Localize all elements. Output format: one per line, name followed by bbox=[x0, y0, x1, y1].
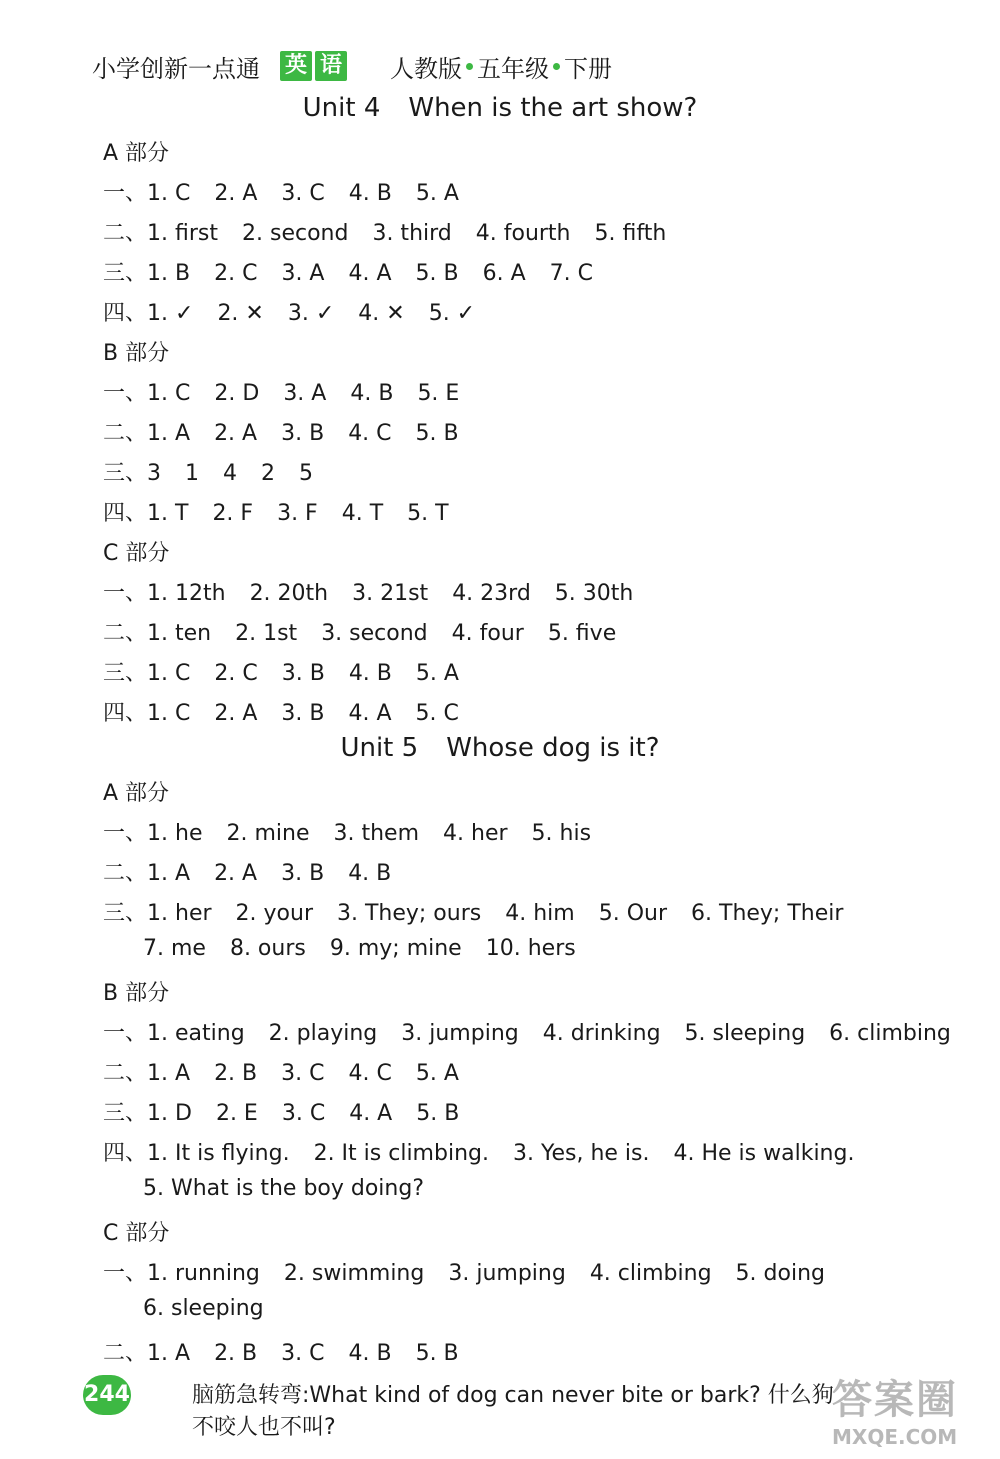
answer-item: 1. C bbox=[147, 661, 191, 686]
answer-item: 4. B bbox=[348, 181, 392, 206]
answer-line bbox=[103, 616, 616, 647]
answer-line bbox=[103, 1256, 825, 1287]
question-number: 二、 bbox=[103, 1061, 148, 1086]
edition-info bbox=[390, 49, 612, 84]
answer-item: 2. B bbox=[214, 1061, 258, 1086]
section-label: A 部分 bbox=[103, 781, 170, 806]
answer-item: 5. sleeping bbox=[684, 1021, 806, 1046]
answer-line bbox=[143, 1176, 424, 1201]
answer-item: 2. swimming bbox=[283, 1261, 425, 1286]
answer-item: 2. 1st bbox=[235, 621, 298, 646]
answer-item: 1. first bbox=[147, 221, 218, 246]
answer-item: 6. A bbox=[482, 261, 526, 286]
answer-item: 5. doing bbox=[735, 1261, 825, 1286]
answer-item: 4. B bbox=[350, 381, 394, 406]
answer-item: 4. him bbox=[505, 901, 575, 926]
subject-char-box: 英 bbox=[280, 51, 312, 81]
answer-item: 5. his bbox=[531, 821, 592, 846]
answer-item: 1. 12th bbox=[147, 581, 226, 606]
answer-item: 3. A bbox=[283, 381, 327, 406]
answer-item: 8. ours bbox=[229, 936, 306, 961]
answer-line bbox=[103, 1096, 459, 1127]
answer-item: 1. running bbox=[147, 1261, 260, 1286]
answer-item: 3. B bbox=[281, 701, 325, 726]
answer-item: 5. What is the boy doing? bbox=[143, 1176, 425, 1201]
question-number: 三、 bbox=[103, 461, 148, 486]
answer-item: 4. C bbox=[348, 421, 392, 446]
unit-heading: Whose dog is it? bbox=[446, 733, 660, 763]
answer-item: 1. A bbox=[147, 1341, 191, 1366]
answer-line bbox=[103, 856, 391, 887]
unit-heading: When is the art show? bbox=[408, 93, 698, 123]
answer-item: 3. F bbox=[277, 501, 318, 526]
answer-item: 1. T bbox=[147, 501, 189, 526]
question-number: 四、 bbox=[103, 1141, 148, 1166]
question-number: 二、 bbox=[103, 221, 148, 246]
answer-item: 1. B bbox=[147, 261, 191, 286]
answer-item: 2. ✕ bbox=[217, 301, 264, 326]
answer-line bbox=[103, 1136, 854, 1167]
answer-item: 1. her bbox=[147, 901, 212, 926]
edition-volume: 下册 bbox=[564, 54, 612, 83]
answer-item: 7. C bbox=[549, 261, 594, 286]
answer-line bbox=[103, 456, 313, 487]
answer-line bbox=[103, 296, 475, 327]
question-number: 三、 bbox=[103, 261, 148, 286]
answer-item: 10. hers bbox=[485, 936, 576, 961]
answer-item: 5. fifth bbox=[594, 221, 667, 246]
answer-item: 3. jumping bbox=[448, 1261, 566, 1286]
answer-line bbox=[103, 896, 843, 927]
answer-item: 2. A bbox=[214, 181, 258, 206]
answer-item: 2. A bbox=[214, 861, 258, 886]
answer-item: 2. B bbox=[214, 1341, 258, 1366]
section-label: B 部分 bbox=[103, 341, 170, 366]
watermark-logo: 答案圈 bbox=[832, 1377, 958, 1423]
page-number-badge: 244 bbox=[83, 1375, 131, 1415]
section-label: C 部分 bbox=[103, 1221, 170, 1246]
section-label: C 部分 bbox=[103, 541, 170, 566]
separator-dot bbox=[466, 63, 473, 70]
answer-item: 2. playing bbox=[268, 1021, 378, 1046]
answer-item: 3. ✓ bbox=[287, 301, 335, 326]
answer-item: 5. A bbox=[415, 1061, 459, 1086]
answer-item: 9. my; mine bbox=[329, 936, 462, 961]
answer-item: 5. A bbox=[415, 661, 459, 686]
question-number: 二、 bbox=[103, 1341, 148, 1366]
answer-item: 1. D bbox=[147, 1101, 192, 1126]
answer-item: 1. C bbox=[147, 181, 191, 206]
page-header bbox=[92, 48, 612, 84]
answer-item: 2. D bbox=[214, 381, 260, 406]
answer-line bbox=[103, 1016, 951, 1047]
answer-line bbox=[103, 1056, 459, 1087]
answer-item: 1. he bbox=[147, 821, 203, 846]
question-number: 三、 bbox=[103, 901, 148, 926]
answer-item: 2. 20th bbox=[249, 581, 329, 606]
unit-title bbox=[0, 733, 1000, 763]
riddle-chinese-line: 不咬人也不叫? bbox=[192, 1415, 336, 1440]
answer-item: 4. climbing bbox=[589, 1261, 712, 1286]
answer-item: 1. It is flying. bbox=[147, 1141, 290, 1166]
answer-item: 2. mine bbox=[226, 821, 310, 846]
answer-item: 5. B bbox=[415, 261, 459, 286]
answer-item: 4. A bbox=[349, 1101, 393, 1126]
answer-item: 4. A bbox=[348, 701, 392, 726]
edition-grade: 五年级 bbox=[477, 54, 549, 83]
answer-item: 1. A bbox=[147, 861, 191, 886]
question-number: 一、 bbox=[103, 1261, 148, 1286]
question-number: 一、 bbox=[103, 181, 148, 206]
answer-item: 2. A bbox=[214, 421, 258, 446]
question-number: 四、 bbox=[103, 301, 148, 326]
answer-item: 4. 23rd bbox=[452, 581, 531, 606]
answer-item: 5. 30th bbox=[554, 581, 634, 606]
riddle-label: 脑筋急转弯: bbox=[192, 1383, 310, 1408]
answer-item: 3. They; ours bbox=[336, 901, 482, 926]
answer-line bbox=[103, 696, 459, 727]
section-label: A 部分 bbox=[103, 141, 170, 166]
answer-item: 1. eating bbox=[147, 1021, 245, 1046]
answer-item: 4. four bbox=[451, 621, 524, 646]
answer-item: 4. B bbox=[348, 661, 392, 686]
answer-item: 3. second bbox=[321, 621, 428, 646]
answer-item: 7. me bbox=[143, 936, 206, 961]
answer-item: 2. It is climbing. bbox=[313, 1141, 489, 1166]
answer-item: 2 bbox=[261, 461, 276, 486]
answer-item: 4. drinking bbox=[542, 1021, 661, 1046]
answer-item: 1. A bbox=[147, 1061, 191, 1086]
section-label: B 部分 bbox=[103, 981, 170, 1006]
edition-publisher: 人教版 bbox=[390, 54, 462, 83]
answer-item: 3. 21st bbox=[352, 581, 429, 606]
answer-item: 5. ✓ bbox=[428, 301, 476, 326]
answer-item: 2. C bbox=[214, 661, 258, 686]
answer-item: 3 bbox=[147, 461, 162, 486]
subject-char-box: 语 bbox=[315, 51, 347, 81]
answer-line bbox=[103, 496, 449, 527]
answer-item: 4. He is walking. bbox=[673, 1141, 855, 1166]
answer-item: 1 bbox=[185, 461, 200, 486]
answer-item: 3. A bbox=[281, 261, 325, 286]
watermark bbox=[832, 1368, 992, 1448]
answer-item: 4. C bbox=[348, 1061, 392, 1086]
question-number: 二、 bbox=[103, 421, 148, 446]
answer-line bbox=[103, 416, 459, 447]
answer-item: 3. C bbox=[281, 1341, 325, 1366]
answer-item: 5. T bbox=[407, 501, 449, 526]
question-number: 三、 bbox=[103, 661, 148, 686]
answer-item: 3. B bbox=[281, 861, 325, 886]
question-number: 一、 bbox=[103, 821, 148, 846]
answer-item: 1. C bbox=[147, 701, 191, 726]
answer-item: 2. E bbox=[215, 1101, 258, 1126]
answer-line bbox=[103, 216, 666, 247]
answer-item: 2. F bbox=[212, 501, 254, 526]
answer-item: 4. fourth bbox=[475, 221, 571, 246]
answer-item: 4. A bbox=[348, 261, 392, 286]
answer-line bbox=[103, 1336, 459, 1367]
answer-item: 5. C bbox=[415, 701, 459, 726]
question-number: 二、 bbox=[103, 621, 148, 646]
answer-item: 1. C bbox=[147, 381, 191, 406]
question-number: 三、 bbox=[103, 1101, 148, 1126]
answer-line bbox=[143, 936, 576, 961]
unit-number: Unit 5 bbox=[340, 733, 419, 763]
answer-item: 3. third bbox=[372, 221, 452, 246]
answer-line bbox=[103, 176, 459, 207]
question-number: 二、 bbox=[103, 861, 148, 886]
answer-line bbox=[143, 1296, 264, 1321]
answer-item: 5 bbox=[299, 461, 314, 486]
question-number: 四、 bbox=[103, 701, 148, 726]
answer-item: 1. ten bbox=[147, 621, 212, 646]
question-number: 四、 bbox=[103, 501, 148, 526]
answer-item: 6. climbing bbox=[829, 1021, 951, 1046]
answer-item: 4. ✕ bbox=[358, 301, 405, 326]
question-number: 一、 bbox=[103, 581, 148, 606]
answer-line bbox=[103, 816, 591, 847]
answer-item: 4. B bbox=[348, 861, 392, 886]
unit-number: Unit 4 bbox=[302, 93, 381, 123]
answer-item: 5. A bbox=[415, 181, 459, 206]
answer-item: 3. C bbox=[281, 1061, 325, 1086]
answer-item: 5. B bbox=[416, 1101, 460, 1126]
separator-dot bbox=[553, 63, 560, 70]
answer-item: 5. B bbox=[415, 421, 459, 446]
answer-item: 3. Yes, he is. bbox=[512, 1141, 650, 1166]
answer-item: 2. C bbox=[214, 261, 258, 286]
answer-item: 5. Our bbox=[598, 901, 668, 926]
answer-item: 5. five bbox=[547, 621, 617, 646]
answer-item: 2. A bbox=[214, 701, 258, 726]
series-title: 小学创新一点通 bbox=[92, 54, 260, 83]
riddle-text: What kind of dog can never bite or bark? 什么狗 bbox=[309, 1383, 834, 1408]
unit-title bbox=[0, 93, 1000, 123]
answer-item: 3. C bbox=[281, 181, 325, 206]
answer-line bbox=[103, 656, 459, 687]
answer-item: 4. T bbox=[341, 501, 384, 526]
answer-line bbox=[103, 376, 459, 407]
answer-item: 1. ✓ bbox=[147, 301, 194, 326]
answer-item: 4. B bbox=[348, 1341, 392, 1366]
answer-item: 3. them bbox=[333, 821, 420, 846]
answer-item: 3. B bbox=[281, 421, 325, 446]
answer-item: 6. They; Their bbox=[691, 901, 844, 926]
answer-item: 4. her bbox=[443, 821, 508, 846]
answer-item: 3. B bbox=[281, 661, 325, 686]
answer-item: 3. C bbox=[281, 1101, 326, 1126]
answer-item: 4 bbox=[223, 461, 238, 486]
answer-item: 3. jumping bbox=[401, 1021, 519, 1046]
answer-item: 2. your bbox=[235, 901, 313, 926]
question-number: 一、 bbox=[103, 381, 148, 406]
answer-item: 6. sleeping bbox=[143, 1296, 264, 1321]
question-number: 一、 bbox=[103, 1021, 148, 1046]
watermark-url: MXQE.COM bbox=[832, 1425, 958, 1449]
answer-item: 2. second bbox=[242, 221, 349, 246]
answer-item: 1. A bbox=[147, 421, 191, 446]
answer-item: 5. B bbox=[415, 1341, 459, 1366]
answer-item: 5. E bbox=[417, 381, 460, 406]
riddle-question bbox=[192, 1378, 834, 1409]
answer-line bbox=[103, 256, 593, 287]
answer-line bbox=[103, 576, 633, 607]
